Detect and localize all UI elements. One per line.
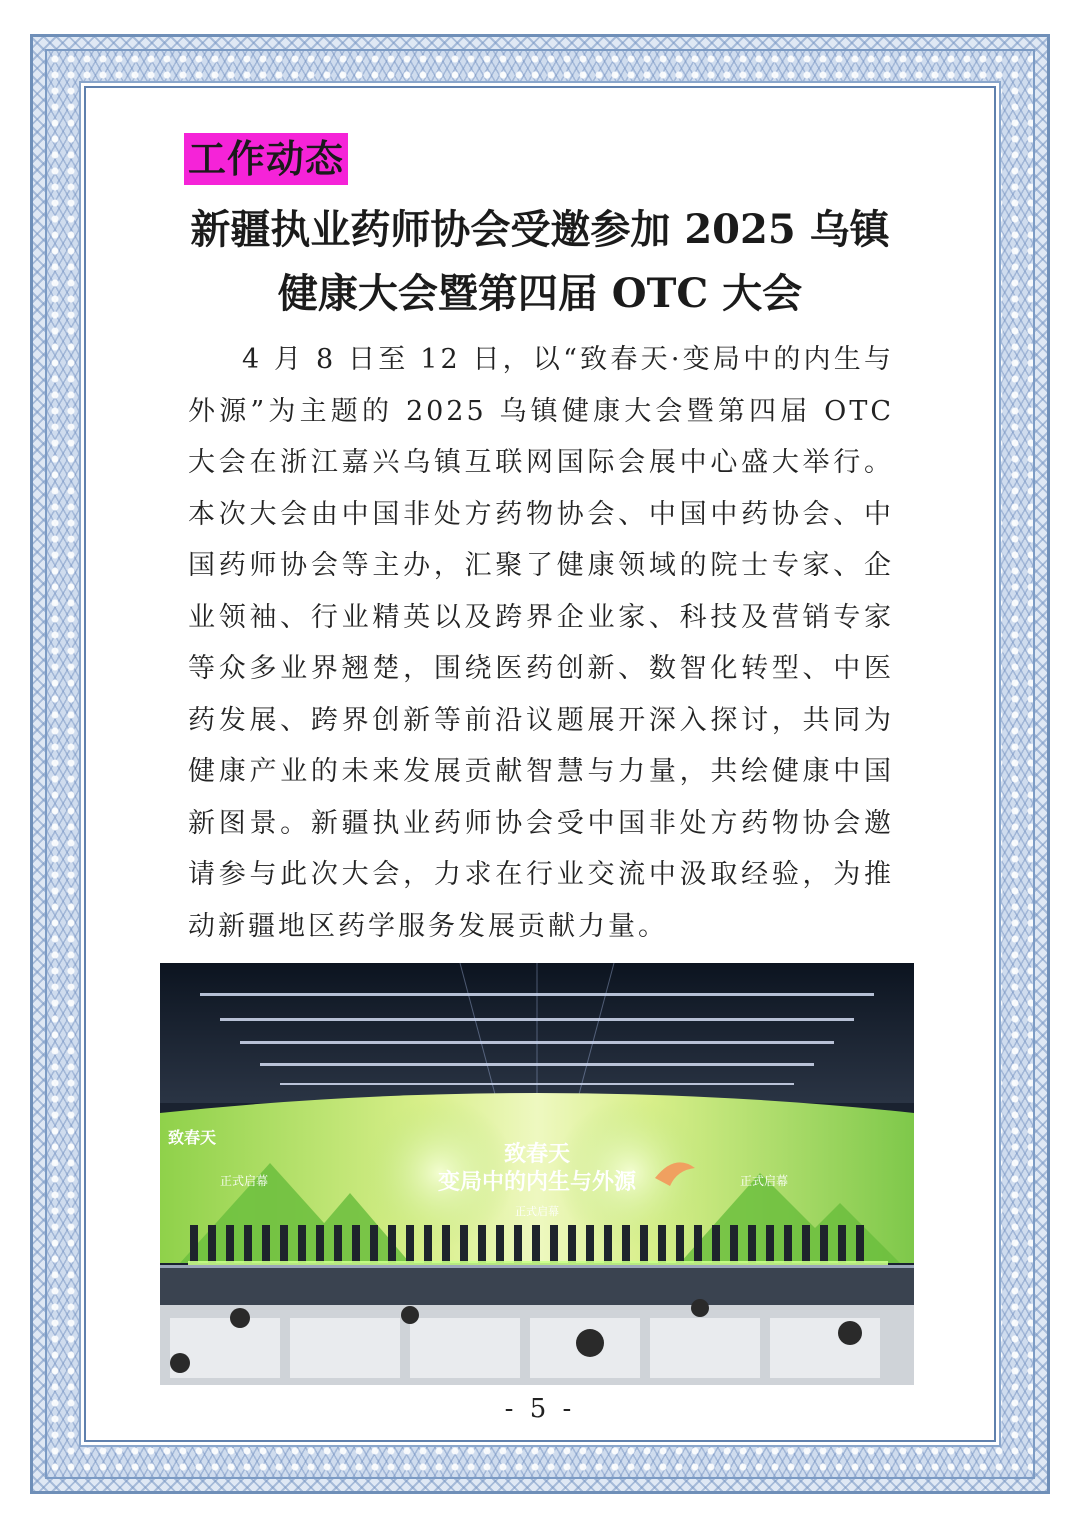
article-headline (150, 198, 930, 326)
screen-title-2: 变局中的内生与外源 (437, 1170, 637, 1195)
conference-photo (160, 963, 914, 1385)
section-tag: 工作动态 (184, 133, 348, 185)
page-number: - 5 - (504, 1394, 576, 1424)
screen-banner-center: 正式启幕 (515, 1205, 559, 1218)
article-body: 4 月 8 日至 12 日，以“致春天·变局中的内生与外源”为主题的 2025 乌镇健康大会暨第四届 OTC 大会在浙江嘉兴乌镇互联网国际会展中心盛大举行。本次大会由中国非处方药物协会、中国中药协会、中国药师协会等主办，汇聚了健康领域的院士专家、企业领袖、行业精英以及跨界企业家、科技及营销专家等众多业界翘楚，围绕医药创新、数智化转型、中医药发展、跨界创新等前沿议题展开深入探讨，共同为健康产业的未来发展贡献智慧与力量，共绘健康中国新图景。新疆执业药师协会受中国非处方药物协会邀请参与此次大会，力求在行业交流中汲取经验，为推动新疆地区药学服务发展贡献力量。 (188, 344, 894, 942)
screen-banner-right: 正式启幕 (740, 1174, 789, 1188)
screen-banner-left: 正式启幕 (220, 1174, 269, 1188)
headline-line-1: 新疆执业药师协会受邀参加 2025 乌镇 (190, 206, 890, 253)
screen-left-logo: 致春天 (168, 1128, 217, 1147)
headline-line-2: 健康大会暨第四届 OTC 大会 (277, 270, 803, 317)
screen-title-1: 致春天 (503, 1142, 571, 1167)
stage-floor (160, 1265, 914, 1305)
